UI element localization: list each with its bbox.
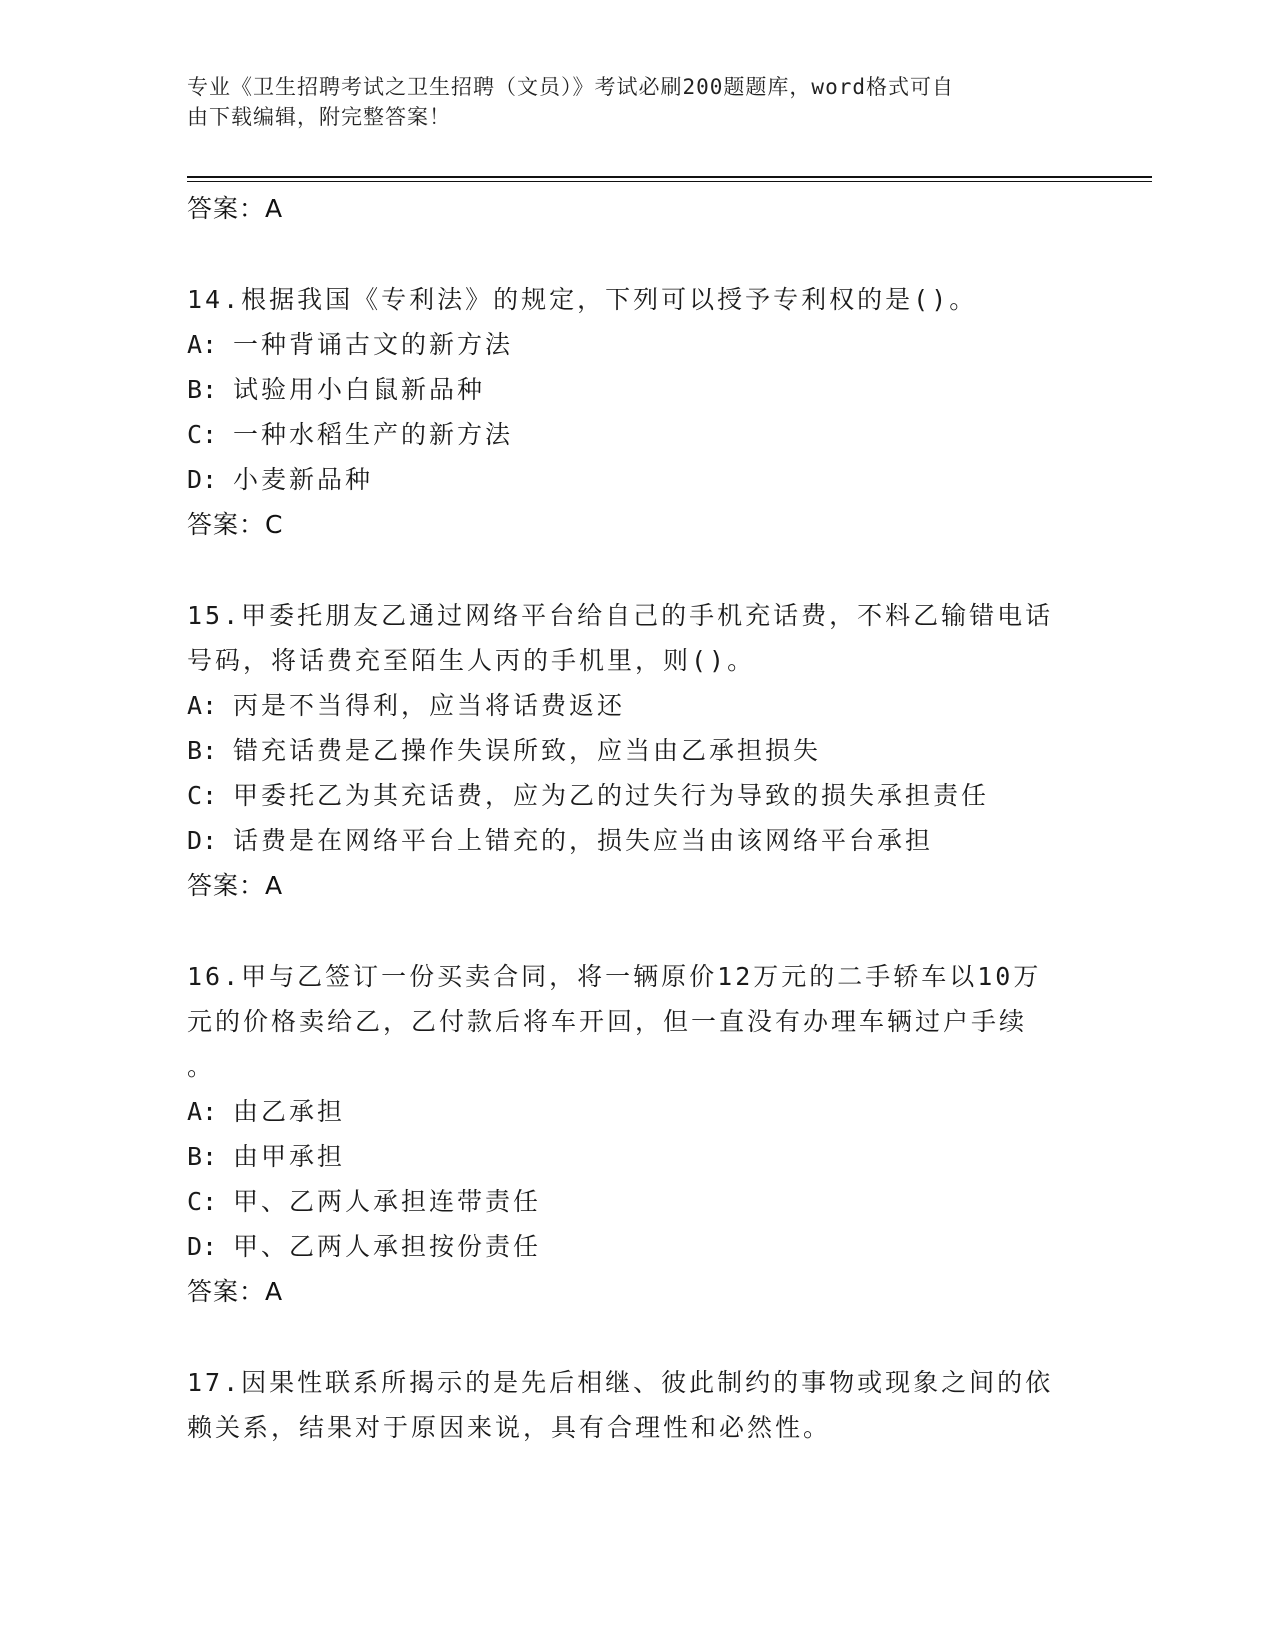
question-15: [187, 593, 1087, 908]
question-stem: 。: [187, 1052, 216, 1081]
spacer: [187, 908, 1087, 954]
question-stem: 15.甲委托朋友乙通过网络平台给自己的手机充话费，不料乙输错电话: [187, 601, 1054, 630]
question-16: [187, 954, 1087, 1314]
option-b: B: 错充话费是乙操作失误所致，应当由乙承担损失: [187, 736, 822, 765]
question-14: [187, 277, 1087, 547]
option-c: C: 甲委托乙为其充话费，应为乙的过失行为导致的损失承担责任: [187, 781, 990, 810]
option-b: B: 试验用小白鼠新品种: [187, 375, 486, 404]
option-c: C: 一种水稻生产的新方法: [187, 420, 514, 449]
question-answer: 答案：C: [187, 510, 284, 539]
question-stem: 号码，将话费充至陌生人丙的手机里，则()。: [187, 646, 756, 675]
question-answer: 答案：A: [187, 1277, 284, 1306]
header-rule-thin: [187, 181, 1152, 182]
spacer: [187, 1314, 1087, 1360]
previous-answer: 答案：A: [187, 194, 284, 223]
question-17: [187, 1360, 1087, 1450]
question-answer: 答案：A: [187, 871, 284, 900]
option-d: D: 甲、乙两人承担按份责任: [187, 1232, 542, 1261]
option-d: D: 话费是在网络平台上错充的，损失应当由该网络平台承担: [187, 826, 934, 855]
option-a: A: 由乙承担: [187, 1097, 346, 1126]
option-a: A: 丙是不当得利，应当将话费返还: [187, 691, 626, 720]
spacer: [187, 547, 1087, 593]
option-b: B: 由甲承担: [187, 1142, 346, 1171]
option-c: C: 甲、乙两人承担连带责任: [187, 1187, 542, 1216]
question-stem: 17.因果性联系所揭示的是先后相继、彼此制约的事物或现象之间的依: [187, 1368, 1054, 1397]
option-a: A: 一种背诵古文的新方法: [187, 330, 514, 359]
option-d: D: 小麦新品种: [187, 465, 374, 494]
spacer: [187, 231, 1087, 277]
document-header: [187, 72, 1067, 132]
header-line-1: 专业《卫生招聘考试之卫生招聘（文员）》考试必刷200题题库，word格式可自: [187, 75, 954, 99]
question-list: [187, 186, 1087, 1450]
question-stem: 14.根据我国《专利法》的规定，下列可以授予专利权的是()。: [187, 285, 978, 314]
question-stem: 元的价格卖给乙，乙付款后将车开回，但一直没有办理车辆过户手续: [187, 1007, 1028, 1036]
question-stem: 赖关系，结果对于原因来说，具有合理性和必然性。: [187, 1413, 832, 1442]
header-rule-thick: [187, 176, 1152, 178]
header-line-2: 由下载编辑，附完整答案！: [187, 105, 451, 129]
question-stem: 16.甲与乙签订一份买卖合同，将一辆原价12万元的二手轿车以10万: [187, 962, 1042, 991]
